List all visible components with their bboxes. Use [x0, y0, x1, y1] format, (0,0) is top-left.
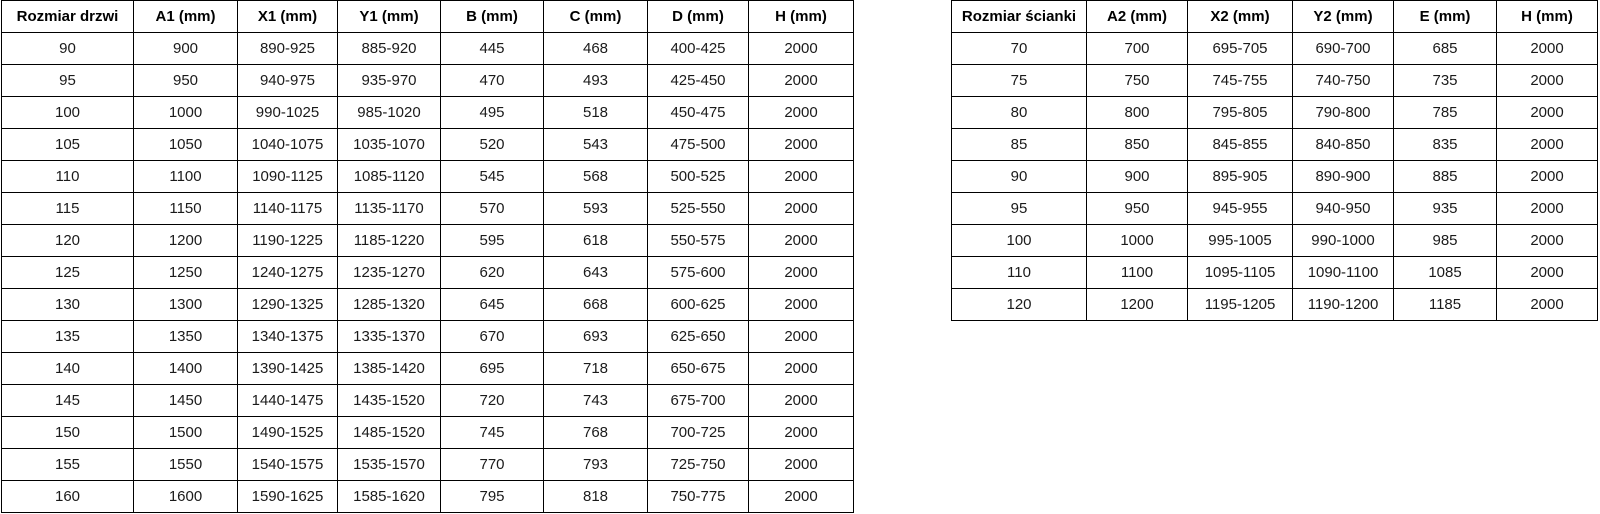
- table-cell: 1540-1575: [238, 449, 338, 481]
- header-cell: Rozmiar ścianki: [952, 1, 1087, 33]
- table-cell: 2000: [1497, 289, 1598, 321]
- table-cell: 1350: [134, 321, 238, 353]
- table-cell: 400-425: [648, 33, 749, 65]
- table-cell: 945-955: [1188, 193, 1293, 225]
- table-cell: 1535-1570: [338, 449, 441, 481]
- table-cell: 145: [2, 385, 134, 417]
- table-cell: 2000: [749, 33, 854, 65]
- table-cell: 668: [544, 289, 648, 321]
- table-cell: 690-700: [1293, 33, 1394, 65]
- table-cell: 990-1025: [238, 97, 338, 129]
- table-cell: 740-750: [1293, 65, 1394, 97]
- table-cell: 1000: [134, 97, 238, 129]
- table-cell: 745: [441, 417, 544, 449]
- table-row: [952, 225, 1598, 257]
- table-cell: 2000: [1497, 161, 1598, 193]
- table-cell: 995-1005: [1188, 225, 1293, 257]
- table-cell: 625-650: [648, 321, 749, 353]
- table-cell: 693: [544, 321, 648, 353]
- table-cell: 2000: [749, 385, 854, 417]
- table-cell: 850: [1087, 129, 1188, 161]
- header-cell: E (mm): [1394, 1, 1497, 33]
- table-cell: 1135-1170: [338, 193, 441, 225]
- header-row: [2, 1, 854, 33]
- table-cell: 450-475: [648, 97, 749, 129]
- table-cell: 1250: [134, 257, 238, 289]
- table-cell: 650-675: [648, 353, 749, 385]
- table-row: [2, 65, 854, 97]
- table-row: [2, 417, 854, 449]
- table-cell: 150: [2, 417, 134, 449]
- table-cell: 1185-1220: [338, 225, 441, 257]
- table-row: [952, 65, 1598, 97]
- table-cell: 1335-1370: [338, 321, 441, 353]
- table-cell: 685: [1394, 33, 1497, 65]
- table-cell: 568: [544, 161, 648, 193]
- table-cell: 800: [1087, 97, 1188, 129]
- table-cell: 1240-1275: [238, 257, 338, 289]
- table-cell: 550-575: [648, 225, 749, 257]
- table-cell: 1590-1625: [238, 481, 338, 513]
- wall-table-body: [952, 33, 1598, 321]
- header-cell: A1 (mm): [134, 1, 238, 33]
- table-cell: 890-925: [238, 33, 338, 65]
- table-row: [952, 97, 1598, 129]
- table-row: [2, 33, 854, 65]
- table-cell: 2000: [749, 321, 854, 353]
- table-cell: 985: [1394, 225, 1497, 257]
- table-cell: 445: [441, 33, 544, 65]
- table-row: [952, 257, 1598, 289]
- table-cell: 700: [1087, 33, 1188, 65]
- table-cell: 750-775: [648, 481, 749, 513]
- table-row: [2, 481, 854, 513]
- table-row: [2, 97, 854, 129]
- table-cell: 785: [1394, 97, 1497, 129]
- table-row: [952, 161, 1598, 193]
- table-cell: 2000: [1497, 225, 1598, 257]
- table-cell: 1385-1420: [338, 353, 441, 385]
- header-cell: D (mm): [648, 1, 749, 33]
- table-cell: 2000: [749, 353, 854, 385]
- table-cell: 900: [134, 33, 238, 65]
- table-cell: 1085-1120: [338, 161, 441, 193]
- table-cell: 600-625: [648, 289, 749, 321]
- table-cell: 1435-1520: [338, 385, 441, 417]
- table-cell: 1190-1200: [1293, 289, 1394, 321]
- table-cell: 470: [441, 65, 544, 97]
- table-cell: 940-950: [1293, 193, 1394, 225]
- table-cell: 743: [544, 385, 648, 417]
- table-cell: 85: [952, 129, 1087, 161]
- table-cell: 618: [544, 225, 648, 257]
- table-cell: 2000: [1497, 129, 1598, 161]
- table-cell: 493: [544, 65, 648, 97]
- table-cell: 2000: [749, 289, 854, 321]
- table-cell: 80: [952, 97, 1087, 129]
- table-cell: 840-850: [1293, 129, 1394, 161]
- table-cell: 950: [134, 65, 238, 97]
- header-cell: Y2 (mm): [1293, 1, 1394, 33]
- table-cell: 835: [1394, 129, 1497, 161]
- table-cell: 1550: [134, 449, 238, 481]
- table-cell: 570: [441, 193, 544, 225]
- table-cell: 790-800: [1293, 97, 1394, 129]
- table-cell: 2000: [749, 65, 854, 97]
- table-cell: 1090-1125: [238, 161, 338, 193]
- header-row: [952, 1, 1598, 33]
- table-cell: 518: [544, 97, 648, 129]
- table-row: [952, 129, 1598, 161]
- table-cell: 1035-1070: [338, 129, 441, 161]
- table-cell: 1340-1375: [238, 321, 338, 353]
- header-cell: H (mm): [749, 1, 854, 33]
- header-cell: A2 (mm): [1087, 1, 1188, 33]
- header-cell: X2 (mm): [1188, 1, 1293, 33]
- table-cell: 95: [2, 65, 134, 97]
- table-cell: 495: [441, 97, 544, 129]
- table-row: [2, 193, 854, 225]
- table-cell: 105: [2, 129, 134, 161]
- table-cell: 750: [1087, 65, 1188, 97]
- table-cell: 1150: [134, 193, 238, 225]
- table-cell: 2000: [1497, 257, 1598, 289]
- table-cell: 110: [952, 257, 1087, 289]
- table-cell: 700-725: [648, 417, 749, 449]
- table-cell: 595: [441, 225, 544, 257]
- table-cell: 1185: [1394, 289, 1497, 321]
- table-cell: 160: [2, 481, 134, 513]
- table-cell: 1285-1320: [338, 289, 441, 321]
- header-cell: X1 (mm): [238, 1, 338, 33]
- table-cell: 1085: [1394, 257, 1497, 289]
- table-cell: 90: [952, 161, 1087, 193]
- table-cell: 1235-1270: [338, 257, 441, 289]
- table-cell: 1290-1325: [238, 289, 338, 321]
- table-cell: 793: [544, 449, 648, 481]
- header-cell: H (mm): [1497, 1, 1598, 33]
- table-row: [2, 385, 854, 417]
- table-cell: 818: [544, 481, 648, 513]
- table-cell: 475-500: [648, 129, 749, 161]
- table-cell: 468: [544, 33, 648, 65]
- table-cell: 125: [2, 257, 134, 289]
- table-cell: 1490-1525: [238, 417, 338, 449]
- table-cell: 670: [441, 321, 544, 353]
- table-cell: 543: [544, 129, 648, 161]
- table-cell: 100: [2, 97, 134, 129]
- table-cell: 525-550: [648, 193, 749, 225]
- table-cell: 1000: [1087, 225, 1188, 257]
- table-row: [2, 449, 854, 481]
- table-cell: 695-705: [1188, 33, 1293, 65]
- door-table-body: [2, 33, 854, 513]
- table-cell: 575-600: [648, 257, 749, 289]
- header-cell: B (mm): [441, 1, 544, 33]
- table-cell: 950: [1087, 193, 1188, 225]
- table-cell: 1040-1075: [238, 129, 338, 161]
- table-cell: 1140-1175: [238, 193, 338, 225]
- table-cell: 720: [441, 385, 544, 417]
- table-cell: 985-1020: [338, 97, 441, 129]
- table-cell: 2000: [749, 449, 854, 481]
- table-cell: 593: [544, 193, 648, 225]
- table-cell: 1090-1100: [1293, 257, 1394, 289]
- table-cell: 675-700: [648, 385, 749, 417]
- table-cell: 1485-1520: [338, 417, 441, 449]
- table-row: [952, 289, 1598, 321]
- table-cell: 1200: [1087, 289, 1188, 321]
- table-row: [2, 321, 854, 353]
- table-cell: 100: [952, 225, 1087, 257]
- table-cell: 140: [2, 353, 134, 385]
- table-cell: 1190-1225: [238, 225, 338, 257]
- table-row: [952, 33, 1598, 65]
- table-cell: 120: [2, 225, 134, 257]
- table-cell: 545: [441, 161, 544, 193]
- table-cell: 2000: [749, 257, 854, 289]
- table-cell: 725-750: [648, 449, 749, 481]
- table-row: [2, 225, 854, 257]
- door-table-header: [2, 1, 854, 33]
- table-cell: 745-755: [1188, 65, 1293, 97]
- table-cell: 1100: [134, 161, 238, 193]
- table-cell: 115: [2, 193, 134, 225]
- table-cell: 900: [1087, 161, 1188, 193]
- table-cell: 645: [441, 289, 544, 321]
- wall-panel-size-table: [951, 0, 1598, 321]
- table-row: [2, 257, 854, 289]
- table-cell: 1450: [134, 385, 238, 417]
- table-cell: 1095-1105: [1188, 257, 1293, 289]
- table-cell: 885: [1394, 161, 1497, 193]
- table-cell: 2000: [1497, 33, 1598, 65]
- table-cell: 768: [544, 417, 648, 449]
- table-cell: 110: [2, 161, 134, 193]
- table-row: [2, 289, 854, 321]
- table-cell: 770: [441, 449, 544, 481]
- table-cell: 735: [1394, 65, 1497, 97]
- table-cell: 2000: [1497, 193, 1598, 225]
- table-cell: 425-450: [648, 65, 749, 97]
- table-cell: 1400: [134, 353, 238, 385]
- table-cell: 2000: [749, 417, 854, 449]
- table-cell: 620: [441, 257, 544, 289]
- table-cell: 520: [441, 129, 544, 161]
- table-cell: 2000: [1497, 65, 1598, 97]
- table-cell: 120: [952, 289, 1087, 321]
- table-cell: 75: [952, 65, 1087, 97]
- table-cell: 2000: [749, 129, 854, 161]
- table-cell: 1500: [134, 417, 238, 449]
- table-cell: 795: [441, 481, 544, 513]
- door-size-table: [1, 0, 854, 513]
- table-cell: 155: [2, 449, 134, 481]
- table-cell: 890-900: [1293, 161, 1394, 193]
- table-cell: 1440-1475: [238, 385, 338, 417]
- table-cell: 2000: [1497, 97, 1598, 129]
- table-cell: 130: [2, 289, 134, 321]
- table-cell: 500-525: [648, 161, 749, 193]
- table-cell: 90: [2, 33, 134, 65]
- header-cell: C (mm): [544, 1, 648, 33]
- table-cell: 895-905: [1188, 161, 1293, 193]
- table-cell: 1200: [134, 225, 238, 257]
- table-cell: 1390-1425: [238, 353, 338, 385]
- table-cell: 1100: [1087, 257, 1188, 289]
- wall-table-header: [952, 1, 1598, 33]
- table-row: [2, 161, 854, 193]
- table-cell: 845-855: [1188, 129, 1293, 161]
- table-cell: 2000: [749, 481, 854, 513]
- table-cell: 1300: [134, 289, 238, 321]
- table-cell: 935-970: [338, 65, 441, 97]
- table-cell: 990-1000: [1293, 225, 1394, 257]
- table-row: [952, 193, 1598, 225]
- table-cell: 1600: [134, 481, 238, 513]
- header-cell: Y1 (mm): [338, 1, 441, 33]
- table-cell: 2000: [749, 97, 854, 129]
- table-cell: 935: [1394, 193, 1497, 225]
- table-cell: 718: [544, 353, 648, 385]
- table-row: [2, 129, 854, 161]
- table-cell: 643: [544, 257, 648, 289]
- table-cell: 695: [441, 353, 544, 385]
- table-cell: 2000: [749, 161, 854, 193]
- table-cell: 135: [2, 321, 134, 353]
- table-cell: 2000: [749, 225, 854, 257]
- table-cell: 940-975: [238, 65, 338, 97]
- table-cell: 1195-1205: [1188, 289, 1293, 321]
- table-cell: 1050: [134, 129, 238, 161]
- table-cell: 795-805: [1188, 97, 1293, 129]
- table-row: [2, 353, 854, 385]
- table-cell: 70: [952, 33, 1087, 65]
- table-cell: 2000: [749, 193, 854, 225]
- table-cell: 1585-1620: [338, 481, 441, 513]
- header-cell: Rozmiar drzwi: [2, 1, 134, 33]
- table-cell: 885-920: [338, 33, 441, 65]
- table-cell: 95: [952, 193, 1087, 225]
